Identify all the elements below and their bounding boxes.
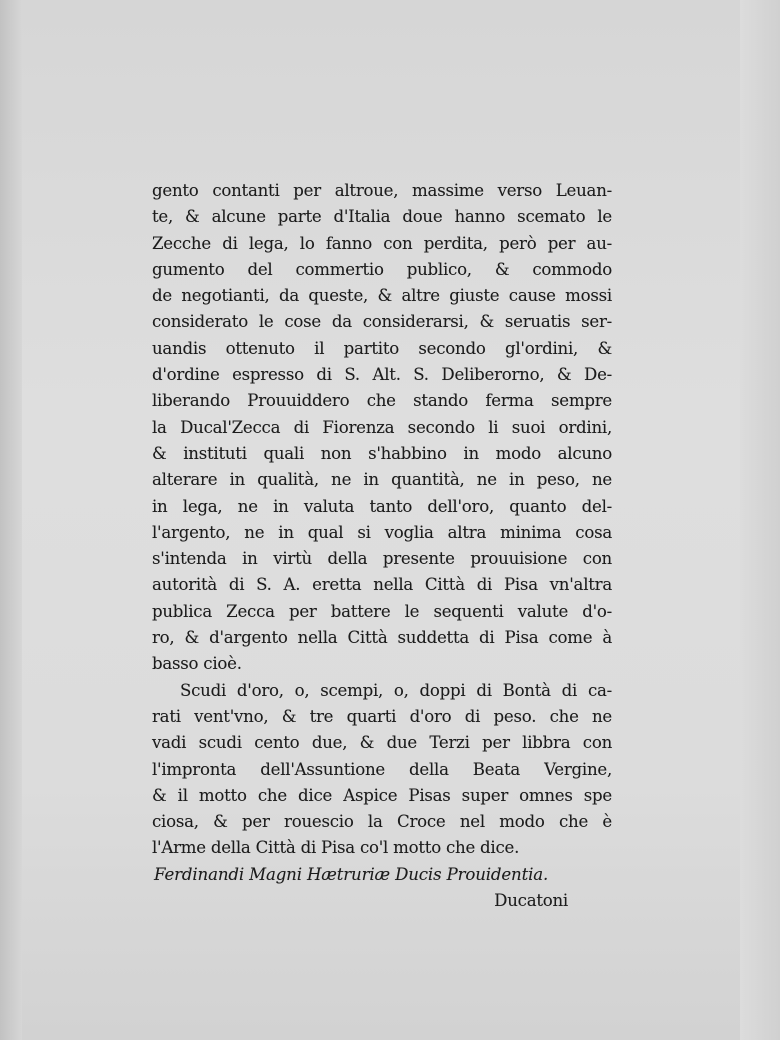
text-line: & instituti quali non s'habbino in modo alcuno [152,443,612,463]
text-line: la Ducal'Zecca di Fiorenza secondo li suoi ordini, [152,417,612,437]
text-line: d'ordine espresso di S. Alt. S. Deliberorno, & De- [152,365,612,385]
text-line: gento contanti per altroue, massime verso Leuan- [152,181,612,200]
text-line: in lega, ne in valuta tanto dell'oro, quanto del- [152,496,612,516]
text-line: vadi scudi cento due, & due Terzi per libbra con [152,733,612,753]
text-line: & il motto che dice Aspice Pisas super omnes spe [152,785,612,805]
text-line: ciosa, & per rouescio la Croce nel modo che è [152,812,612,832]
page-left-edge [0,0,22,1040]
motto-line: Ferdinandi Magni Hætruriæ Ducis Prouidentia. [154,864,549,884]
text-line: l'Arme della Città di Pisa co'l motto che dice. [152,838,520,858]
text-line: uandis ottenuto il partito secondo gl'ordini, & [152,338,612,358]
text-line: publica Zecca per battere le sequenti valute d'o- [152,601,612,621]
text-line: gumento del commertio publico, & commodo [152,259,612,279]
text-line: alterare in qualità, ne in quantità, ne in peso, ne [152,470,612,490]
text-line: basso cioè. [152,654,242,674]
text-line: te, & alcune parte d'Italia doue hanno scemato le [152,207,612,227]
text-line: l'argento, ne in qual si voglia altra minima cosa [152,522,612,542]
page-right-edge [740,0,780,1040]
text-line: autorità di S. A. eretta nella Città di Pisa vn'altra [152,575,612,595]
text-line: liberando Prouuiddero che stando ferma sempre [152,391,612,411]
text-line: l'impronta dell'Assuntione della Beata Vergine, [152,759,612,779]
text-line: de negotianti, da queste, & altre giuste cause mossi [152,286,612,306]
text-line: s'intenda in virtù della presente prouuisione con [152,549,612,569]
text-line: ro, & d'argento nella Città suddetta di Pisa come à [152,628,612,648]
catchword: Ducatoni [494,891,568,911]
printed-text-block [152,178,612,914]
text-line: Scudi d'oro, o, scempi, o, doppi di Bontà di ca- [180,680,612,700]
text-line: considerato le cose da considerarsi, & seruatis ser- [152,312,612,332]
text-line: rati vent'vno, & tre quarti d'oro di peso. che ne [152,706,612,726]
text-line: Zecche di lega, lo fanno con perdita, però per au- [152,233,612,253]
